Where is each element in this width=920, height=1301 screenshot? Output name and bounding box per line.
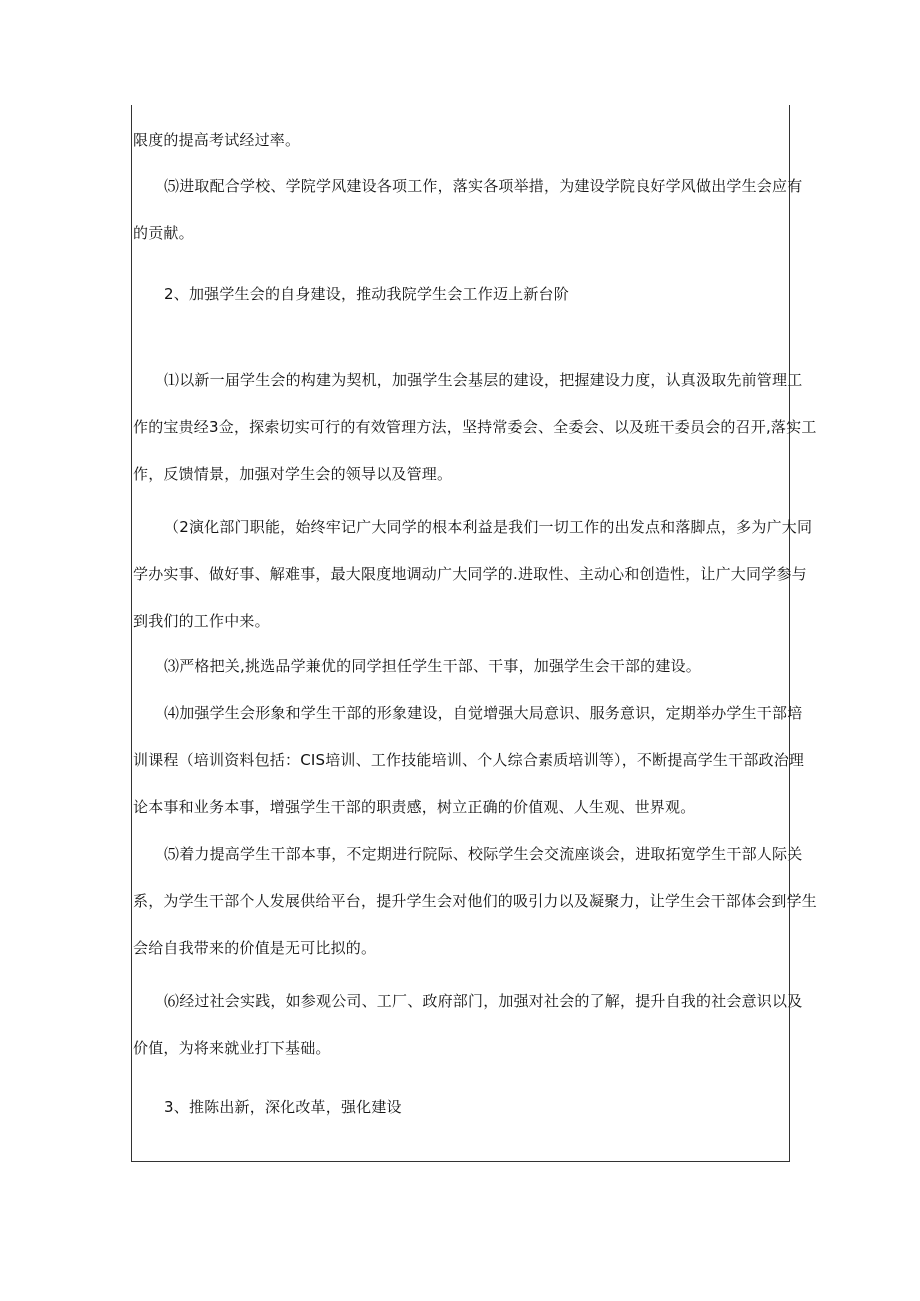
text-line: 会给自我带来的价值是无可比拟的。 — [133, 939, 377, 957]
paragraph-item-5-ability — [133, 831, 818, 972]
text-line: ⑹经过社会实践，如参观公司、工厂、政府部门，加强对社会的了解，提升自我的社会意识以及 — [164, 992, 803, 1010]
text-line: ⑷加强学生会形象和学生干部的形象建设，自觉增强大局意识、服务意识，定期举办学生干部培 — [164, 704, 803, 722]
paragraph-continuation — [133, 117, 785, 164]
text-line: 系，为学生干部个人发展供给平台，提升学生会对他们的吸引力以及凝聚力，让学生会干部体会到学生 — [133, 892, 818, 910]
text-line: ⑶严格把关,挑选品学兼优的同学担任学生干部、干事，加强学生会干部的建设。 — [164, 657, 701, 675]
section-heading-3 — [133, 1084, 785, 1131]
text-line: 价值，为将来就业打下基础。 — [133, 1039, 331, 1057]
text-line: 训课程（培训资料包括：CIS培训、工作技能培训、个人综合素质培训等），不断提高学生干部政治理 — [133, 751, 805, 769]
text-line: ⑸进取配合学校、学院学风建设各项工作，落实各项举措，为建设学院良好学风做出学生会应有 — [164, 177, 803, 195]
paragraph-item-4-image — [133, 690, 805, 831]
text-line: （2演化部门职能，始终牢记广大同学的根本利益是我们一切工作的出发点和落脚点，多为广大同 — [164, 518, 813, 536]
text-line: 2、加强学生会的自身建设，推动我院学生会工作迈上新台阶 — [164, 285, 569, 303]
paragraph-item-5-study-style — [133, 163, 803, 257]
paragraph-item-6-practice — [133, 978, 803, 1072]
paragraph-item-1-grassroots — [133, 357, 817, 498]
text-line: 学办实事、做好事、解难事，最大限度地调动广大同学的.进取性、主动心和创造性，让广大同学参与 — [133, 565, 807, 583]
text-line: 3、推陈出新，深化改革，强化建设 — [164, 1098, 402, 1116]
text-line: 限度的提高考试经过率。 — [133, 131, 301, 149]
text-line: 到我们的工作中来。 — [133, 612, 270, 630]
text-line: ⑸着力提高学生干部本事，不定期进行院际、校际学生会交流座谈会，进取拓宽学生干部人际关 — [164, 845, 803, 863]
text-line: 的贡献。 — [133, 224, 194, 242]
text-line: 作的宝贵经3佥，探索切实可行的有效管理方法，坚持常委会、全委会、以及班干委员会的召开,落实工 — [133, 418, 817, 436]
text-line: 论本事和业务本事，增强学生干部的职责感，树立正确的价值观、人生观、世界观。 — [133, 798, 696, 816]
paragraph-item-2-department — [133, 504, 813, 645]
text-line: 作，反馈情景，加强对学生会的领导以及管理。 — [133, 465, 453, 483]
text-line: ⑴以新一届学生会的构建为契机，加强学生会基层的建设，把握建设力度，认真汲取先前管理工 — [164, 371, 803, 389]
section-heading-2 — [133, 271, 785, 318]
paragraph-item-3-selection — [133, 643, 785, 690]
